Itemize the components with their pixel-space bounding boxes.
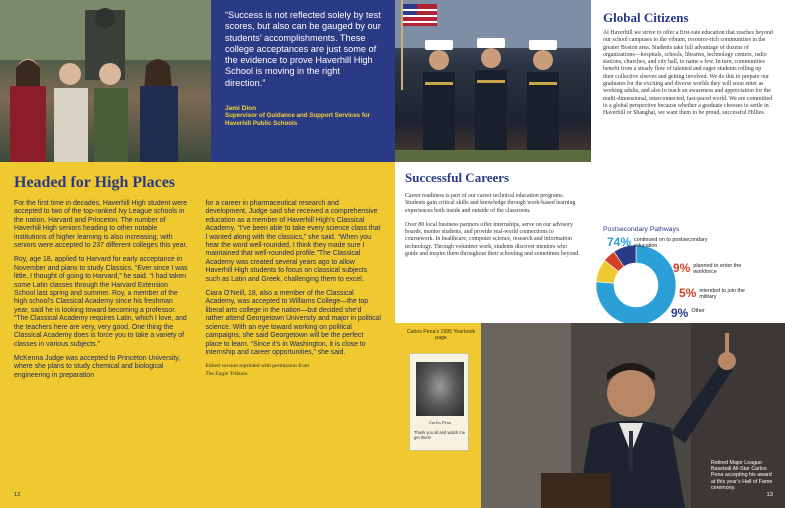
postsecondary-pathways-chart [591,162,785,323]
global-citizens-section [591,0,785,162]
quote-attribution-name: Jami Dion [225,105,257,113]
stat-value: 74% [607,235,632,249]
award-photo-caption: Retired Major League Baseball All-Star Carlos Pena accepting his award at this year’s Hall of Fame ceremony. [711,460,773,491]
paragraph: for a career in pharmaceutical research and development, Judge said she received a comprehensive education as a member of Haverhill High’s Classical Academy. “I’ve been able to take every science class that I wanted along with the classics,” she said. “When you hear the word well-rounded, I think they made sure I maintained that well-rounded profile.”The Classical Academy was created several years ago to allow Haverhill High students to focus on classical subjects such as Latin and Greek, challenging them to excel. [205,200,381,283]
page-number-right: 13 [766,492,773,498]
stat-value: 9% [671,306,689,320]
credit-publication: The Eagle Tribune. [205,370,249,377]
stat-military [679,287,755,300]
stat-workforce [673,262,749,275]
students-photo [0,0,211,162]
reprint-credit [206,363,382,377]
paragraph: For the first time in decades, Haverhill High student were accepted to two of the top-ranked Ivy League schools in the nation, Harvard and Princeton. The number of Haverhill High seniors heading to other notable institutions of higher learning is also increasing; with seniors were accepted to 237 different colleges this year. [14,200,188,250]
careers-paragraph-1: Career readiness is part of our career technical education programs. Students gain critical skills and knowledge through work-based learning experiences both inside and outside of the classroom. [405,193,576,214]
stat-label: continued on to postsecondary education [634,237,708,250]
stat-value: 9% [673,261,691,275]
chart-title: Postsecondary Pathways [603,226,680,233]
paragraph: McKenna Judge was accepted to Princeton University, where she plans to study chemical and biological engineering in preparation [14,354,181,379]
stat-label: planned to enter the workforce [693,263,742,276]
donut-chart [591,240,681,330]
headed-for-high-places-title: Headed for High Places [14,174,176,191]
successful-careers-section [405,162,581,258]
paragraph: Ciara O’Neill, 18, also a member of the Classical Academy, was accepted to Williams College—the top liberal arts college in the nation—but decided she’d rather attend Georgetown University and major in political science. With an eye toward working on political campaigns, she said Georgetown will be the perfect place to learn. “Since it’s in Washington, it is close to internship and career opportunities,” she said. [205,290,381,356]
left-page [0,162,395,508]
stat-postsecondary [607,236,712,249]
yearbook-panel [395,323,481,508]
stat-label: Other [691,308,705,314]
cadets-photo [395,0,591,162]
quote-attribution-role: Supervisor of Guidance and Support Services for Haverhill Public Schools [225,112,371,128]
article-column-1 [14,200,190,386]
paragraph: Roy, age 18, applied to Harvard for early acceptance in November and plans to study Classics. “Ever since I was little, I thought of going to Harvard,” he said. “I had taken some Latin classes through the Harvard Extension School last spring and summer. Roy, a member of the high school’s Classical Academy since his freshman year, said he is looking toward becoming a professor. “The Classical Academy requires Latin, which I love, and the teachers here are very, very good. One thing the Classical Academy does is force you to take a variety of classes in various subjects.” [14,256,188,348]
global-citizens-title: Global Citizens [603,10,689,25]
stat-value: 5% [679,286,697,300]
yearbook-portrait [416,362,464,416]
yearbook-page [409,353,469,451]
page-number-left: 12 [14,492,21,498]
careers-paragraph-2: Over 80 local business partners offer internships, serve on our advisory boards, mentor students, and provide real-world connections to coursework. In healthcare, computer science, research and information technology. Through volunteer work, students discover mentors who guide and inspire them throughout their schooling and sometimes beyond. [405,221,580,258]
global-citizens-body: At Haverhill we strive to offer a first-rate education that reaches beyond our school campuses to the vibrant, resource-rich communities in the greater Boston area. Students take full advantage of dozens of organizations—hospitals, schools, libraries, technology centers, radio stations, churches, and city hall, to name a few. In turn, communities benefit from a steady flow of talented and eager students rolling up their collective sleeves and getting involved. We do this to prepare our graduates for the exciting and diverse worlds they will soon enter as working adults, and also to teach an awareness and appreciation for the multi-dimensional, interconnected, fast-paced world. We are committed to a global perspective because whether a graduate chooses to settle in Haverhill or Shanghai, we want them to be proud, successful Hillies. [603,30,773,117]
quote-text: “Success is not reflected solely by test scores, but also can be gauged by our students’ accomplishments. These college acceptances are just some of the evidence to prove Haverhill High School is moving in the right direction.” [225,10,381,88]
yearbook-note: Thank you all and watch me get them! [414,430,465,440]
stat-label: intended to join the military [699,288,745,301]
yearbook-name: Carlos Pena [428,420,452,425]
article-column-2 [206,200,382,386]
successful-careers-title: Successful Careers [405,170,510,185]
yearbook-caption: Carlos Pena’s 1995 Yearbook page [406,329,476,342]
stat-other [671,307,705,319]
credit-prefix: Edited version reprinted with permission from [205,363,310,370]
quote-box [211,0,395,162]
